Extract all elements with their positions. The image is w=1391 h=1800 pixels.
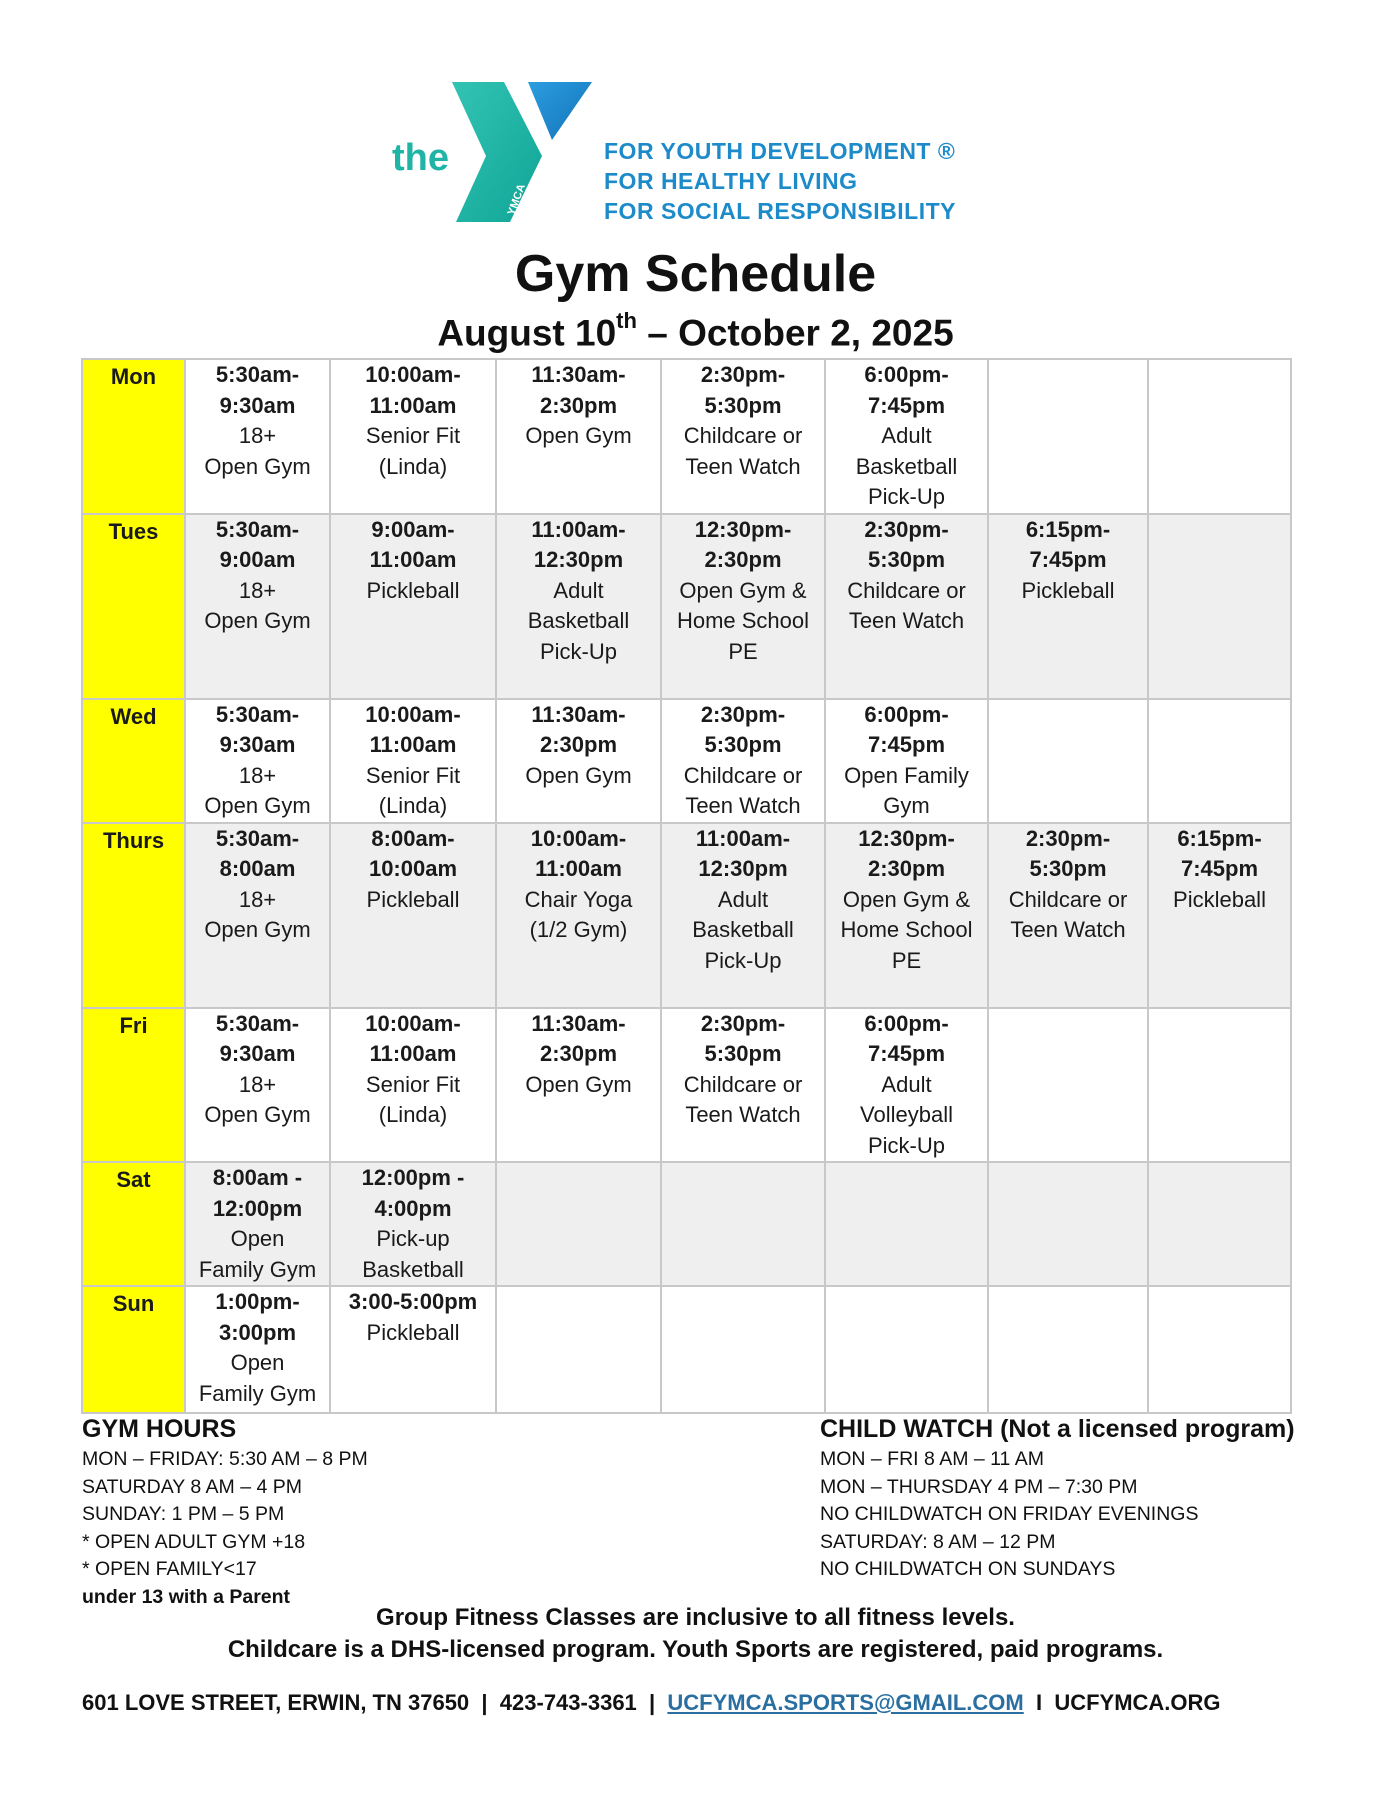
slot-time: 3:00-5:00pm bbox=[348, 1289, 478, 1314]
email-link[interactable]: UCFYMCA.SPORTS@GMAIL.COM bbox=[667, 1690, 1024, 1715]
schedule-cell bbox=[988, 1008, 1148, 1163]
slot-time: 10:00am- 11:00am bbox=[365, 1010, 461, 1066]
slot-activity: Pickleball bbox=[1173, 886, 1266, 912]
ymca-y-icon bbox=[392, 78, 622, 226]
day-label: Wed bbox=[82, 699, 185, 823]
slot-time: 11:00am- 12:30pm bbox=[531, 516, 626, 572]
child-watch-heading: CHILD WATCH (Not a licensed program) bbox=[820, 1415, 1295, 1443]
schedule-cell bbox=[825, 1008, 988, 1163]
slot-activity: Adult Basketball Pick-Up bbox=[527, 577, 630, 664]
slot-activity: Pickleball bbox=[366, 1319, 460, 1345]
phone-link[interactable]: 423-743-3361 bbox=[499, 1690, 637, 1715]
ymca-logo bbox=[392, 78, 1002, 226]
address: 601 LOVE STREET, ERWIN, TN 37650 bbox=[82, 1690, 470, 1715]
child-watch-line: NO CHILDWATCH ON SUNDAYS bbox=[820, 1558, 1116, 1580]
slot-activity: Pickleball bbox=[366, 577, 460, 603]
slot-time: 6:00pm- 7:45pm bbox=[864, 701, 949, 757]
schedule-cell bbox=[330, 1008, 496, 1163]
slot-time: 1:00pm- 3:00pm bbox=[215, 1289, 300, 1345]
slot-time: 9:00am- 11:00am bbox=[369, 516, 457, 572]
schedule-cell bbox=[496, 823, 661, 1008]
day-label: Tues bbox=[82, 514, 185, 699]
slot-activity: Pickleball bbox=[366, 886, 460, 912]
schedule-cell bbox=[496, 514, 661, 699]
schedule-cell bbox=[330, 1286, 496, 1413]
schedule-cell bbox=[825, 514, 988, 699]
slot-activity: 18+ Open Gym bbox=[204, 762, 311, 818]
schedule-cell bbox=[1148, 1286, 1291, 1413]
schedule-cell bbox=[661, 1286, 825, 1413]
date-range bbox=[0, 308, 1391, 354]
separator: | bbox=[636, 1690, 668, 1715]
slot-activity: Chair Yoga (1/2 Gym) bbox=[524, 886, 633, 942]
day-label: Sun bbox=[82, 1286, 185, 1413]
child-watch-line: MON – THURSDAY 4 PM – 7:30 PM bbox=[820, 1475, 1138, 1498]
schedule-cell bbox=[825, 1286, 988, 1413]
schedule-cell bbox=[825, 359, 988, 514]
schedule-cell bbox=[185, 359, 330, 514]
slot-activity: Open Gym bbox=[525, 423, 632, 448]
separator: I bbox=[1023, 1690, 1055, 1715]
slot-time: 11:00am- 12:30pm bbox=[695, 825, 791, 881]
slot-time: 10:00am- 11:00am bbox=[530, 825, 627, 881]
slot-time: 5:30am- 9:30am bbox=[215, 701, 300, 757]
schedule-cell bbox=[496, 699, 661, 823]
schedule-cell bbox=[330, 359, 496, 514]
schedule-cell bbox=[185, 514, 330, 699]
fitness-note: Group Fitness Classes are inclusive to all fitness levels. bbox=[376, 1604, 1015, 1631]
tagline-line: FOR HEALTHY LIVING bbox=[604, 168, 858, 194]
slot-time: 2:30pm- 5:30pm bbox=[864, 516, 949, 572]
child-watch-line: MON – FRI 8 AM – 11 AM bbox=[820, 1448, 1044, 1470]
slot-activity: Adult Volleyball Pick-Up bbox=[860, 1071, 953, 1158]
slot-time: 5:30am- 9:30am bbox=[215, 362, 300, 418]
slot-activity: Senior Fit (Linda) bbox=[365, 423, 461, 479]
gym-hours-line: * OPEN FAMILY<17 bbox=[82, 1558, 257, 1580]
slot-activity: Adult Basketball Pick-Up bbox=[692, 886, 794, 973]
schedule-cell bbox=[661, 359, 825, 514]
slot-time: 2:30pm- 5:30pm bbox=[700, 701, 786, 757]
schedule-cell bbox=[988, 1162, 1148, 1286]
schedule-cell bbox=[1148, 699, 1291, 823]
slot-time: 5:30am- 8:00am bbox=[215, 825, 300, 881]
date-end: – October 2, 2025 bbox=[636, 312, 954, 354]
slot-activity: Open Family Gym bbox=[198, 1350, 317, 1406]
schedule-row bbox=[82, 1162, 1291, 1286]
slot-time: 10:00am- 11:00am bbox=[365, 701, 461, 757]
schedule-cell bbox=[1148, 1162, 1291, 1286]
slot-time: 6:00pm- 7:45pm bbox=[864, 1010, 949, 1066]
slot-activity: 18+ Open Gym bbox=[204, 423, 311, 479]
day-label: Fri bbox=[82, 1008, 185, 1163]
schedule-cell bbox=[988, 699, 1148, 823]
slot-activity: 18+ Open Gym bbox=[204, 1071, 311, 1127]
slot-activity: Senior Fit (Linda) bbox=[365, 1071, 461, 1127]
date-start: August 10 bbox=[437, 312, 617, 354]
page-title: Gym Schedule bbox=[514, 245, 877, 303]
schedule-cell bbox=[988, 514, 1148, 699]
slot-activity: Childcare or Teen Watch bbox=[683, 423, 803, 479]
slot-time: 8:00am- 10:00am bbox=[368, 825, 458, 881]
child-watch-line: SATURDAY: 8 AM – 12 PM bbox=[820, 1530, 1056, 1553]
schedule-cell bbox=[185, 1162, 330, 1286]
gym-hours-line: * OPEN ADULT GYM +18 bbox=[82, 1530, 306, 1553]
slot-time: 2:30pm- 5:30pm bbox=[700, 1010, 786, 1066]
schedule-cell bbox=[1148, 1008, 1291, 1163]
schedule-cell bbox=[496, 359, 661, 514]
gym-hours-line: MON – FRIDAY: 5:30 AM – 8 PM bbox=[82, 1448, 368, 1470]
schedule-row bbox=[82, 359, 1291, 514]
schedule-row bbox=[82, 514, 1291, 699]
slot-activity: Open Gym bbox=[525, 1071, 632, 1097]
schedule-cell bbox=[825, 1162, 988, 1286]
schedule-row bbox=[82, 823, 1291, 1008]
slot-time: 8:00am - 12:00pm bbox=[212, 1165, 303, 1221]
slot-activity: Childcare or Teen Watch bbox=[847, 577, 966, 633]
schedule-cell bbox=[330, 699, 496, 823]
child-watch bbox=[820, 1414, 1295, 1584]
schedule-cell bbox=[185, 699, 330, 823]
day-label: Mon bbox=[82, 359, 185, 514]
slot-time: 12:30pm- 2:30pm bbox=[858, 825, 955, 881]
schedule-table bbox=[81, 358, 1292, 1414]
slot-time: 12:00pm - 4:00pm bbox=[361, 1165, 465, 1221]
schedule-cell bbox=[988, 1286, 1148, 1413]
slot-activity: Open Gym bbox=[525, 762, 632, 788]
slot-time: 12:30pm- 2:30pm bbox=[694, 516, 792, 572]
slot-activity: Childcare or Teen Watch bbox=[1008, 886, 1128, 942]
date-ordinal: th bbox=[616, 308, 637, 333]
schedule-row bbox=[82, 1286, 1291, 1413]
schedule-cell bbox=[825, 699, 988, 823]
slot-activity: Open Gym & Home School PE bbox=[840, 886, 973, 973]
slot-time: 6:15pm- 7:45pm bbox=[1177, 825, 1262, 881]
slot-activity: Childcare or Teen Watch bbox=[683, 1071, 803, 1127]
schedule-cell bbox=[496, 1286, 661, 1413]
slot-time: 5:30am- 9:00am bbox=[215, 516, 300, 572]
schedule-cell bbox=[496, 1008, 661, 1163]
schedule-cell bbox=[988, 823, 1148, 1008]
schedule-cell bbox=[330, 823, 496, 1008]
slot-activity: Open Family Gym bbox=[844, 762, 969, 818]
slot-activity: Pick-up Basketball bbox=[362, 1226, 464, 1282]
logo-badge: YMCA bbox=[505, 182, 528, 218]
logo-tagline bbox=[604, 136, 956, 226]
schedule-cell bbox=[661, 514, 825, 699]
schedule-cell bbox=[1148, 823, 1291, 1008]
logo-word: the bbox=[392, 137, 449, 179]
slot-time: 5:30am- 9:30am bbox=[215, 1010, 300, 1066]
slot-time: 11:30am- 2:30pm bbox=[531, 362, 626, 418]
schedule-cell bbox=[496, 1162, 661, 1286]
slot-activity: 18+ Open Gym bbox=[204, 886, 311, 942]
tagline-line: FOR SOCIAL RESPONSIBILITY bbox=[604, 198, 956, 224]
tagline-line: FOR YOUTH DEVELOPMENT ® bbox=[604, 138, 956, 164]
schedule-cell bbox=[661, 1008, 825, 1163]
slot-activity: Senior Fit (Linda) bbox=[365, 762, 461, 818]
day-label: Thurs bbox=[82, 823, 185, 1008]
gym-hours-note: under 13 with a Parent bbox=[82, 1585, 291, 1608]
childcare-note: Childcare is a DHS-licensed program. Youth Sports are registered, paid programs. bbox=[227, 1636, 1164, 1663]
gym-hours-heading: GYM HOURS bbox=[82, 1415, 237, 1443]
slot-activity: Open Family Gym bbox=[198, 1226, 317, 1282]
schedule-row bbox=[82, 699, 1291, 823]
schedule-cell bbox=[988, 359, 1148, 514]
schedule-cell bbox=[185, 1008, 330, 1163]
slot-time: 6:15pm- 7:45pm bbox=[1025, 516, 1111, 572]
day-label: Sat bbox=[82, 1162, 185, 1286]
slot-activity: Childcare or Teen Watch bbox=[683, 762, 803, 818]
slot-time: 11:30am- 2:30pm bbox=[531, 701, 626, 757]
schedule-cell bbox=[661, 1162, 825, 1286]
gym-hours-line: SATURDAY 8 AM – 4 PM bbox=[82, 1475, 302, 1498]
slot-time: 2:30pm- 5:30pm bbox=[700, 362, 786, 418]
schedule-cell bbox=[185, 1286, 330, 1413]
slot-time: 11:30am- 2:30pm bbox=[531, 1010, 626, 1066]
schedule-cell bbox=[661, 699, 825, 823]
schedule-cell bbox=[661, 823, 825, 1008]
website-link[interactable]: UCFYMCA.ORG bbox=[1054, 1690, 1221, 1715]
slot-time: 2:30pm- 5:30pm bbox=[1025, 825, 1111, 881]
slot-activity: Open Gym & Home School PE bbox=[676, 577, 810, 664]
schedule-cell bbox=[1148, 359, 1291, 514]
slot-time: 6:00pm- 7:45pm bbox=[864, 362, 949, 418]
gym-hours-line: SUNDAY: 1 PM – 5 PM bbox=[82, 1503, 285, 1525]
schedule-cell bbox=[330, 1162, 496, 1286]
schedule-cell bbox=[1148, 514, 1291, 699]
slot-activity: 18+ Open Gym bbox=[204, 577, 311, 633]
schedule-cell bbox=[185, 823, 330, 1008]
slot-activity: Adult Basketball Pick-Up bbox=[855, 423, 958, 509]
contact-footer bbox=[82, 1690, 1221, 1716]
schedule-cell bbox=[825, 823, 988, 1008]
schedule-row bbox=[82, 1008, 1291, 1163]
slot-activity: Pickleball bbox=[1021, 577, 1115, 603]
separator: | bbox=[469, 1690, 500, 1715]
slot-time: 10:00am- 11:00am bbox=[365, 362, 461, 418]
child-watch-line: NO CHILDWATCH ON FRIDAY EVENINGS bbox=[820, 1503, 1199, 1525]
gym-hours bbox=[82, 1414, 368, 1611]
schedule-cell bbox=[330, 514, 496, 699]
